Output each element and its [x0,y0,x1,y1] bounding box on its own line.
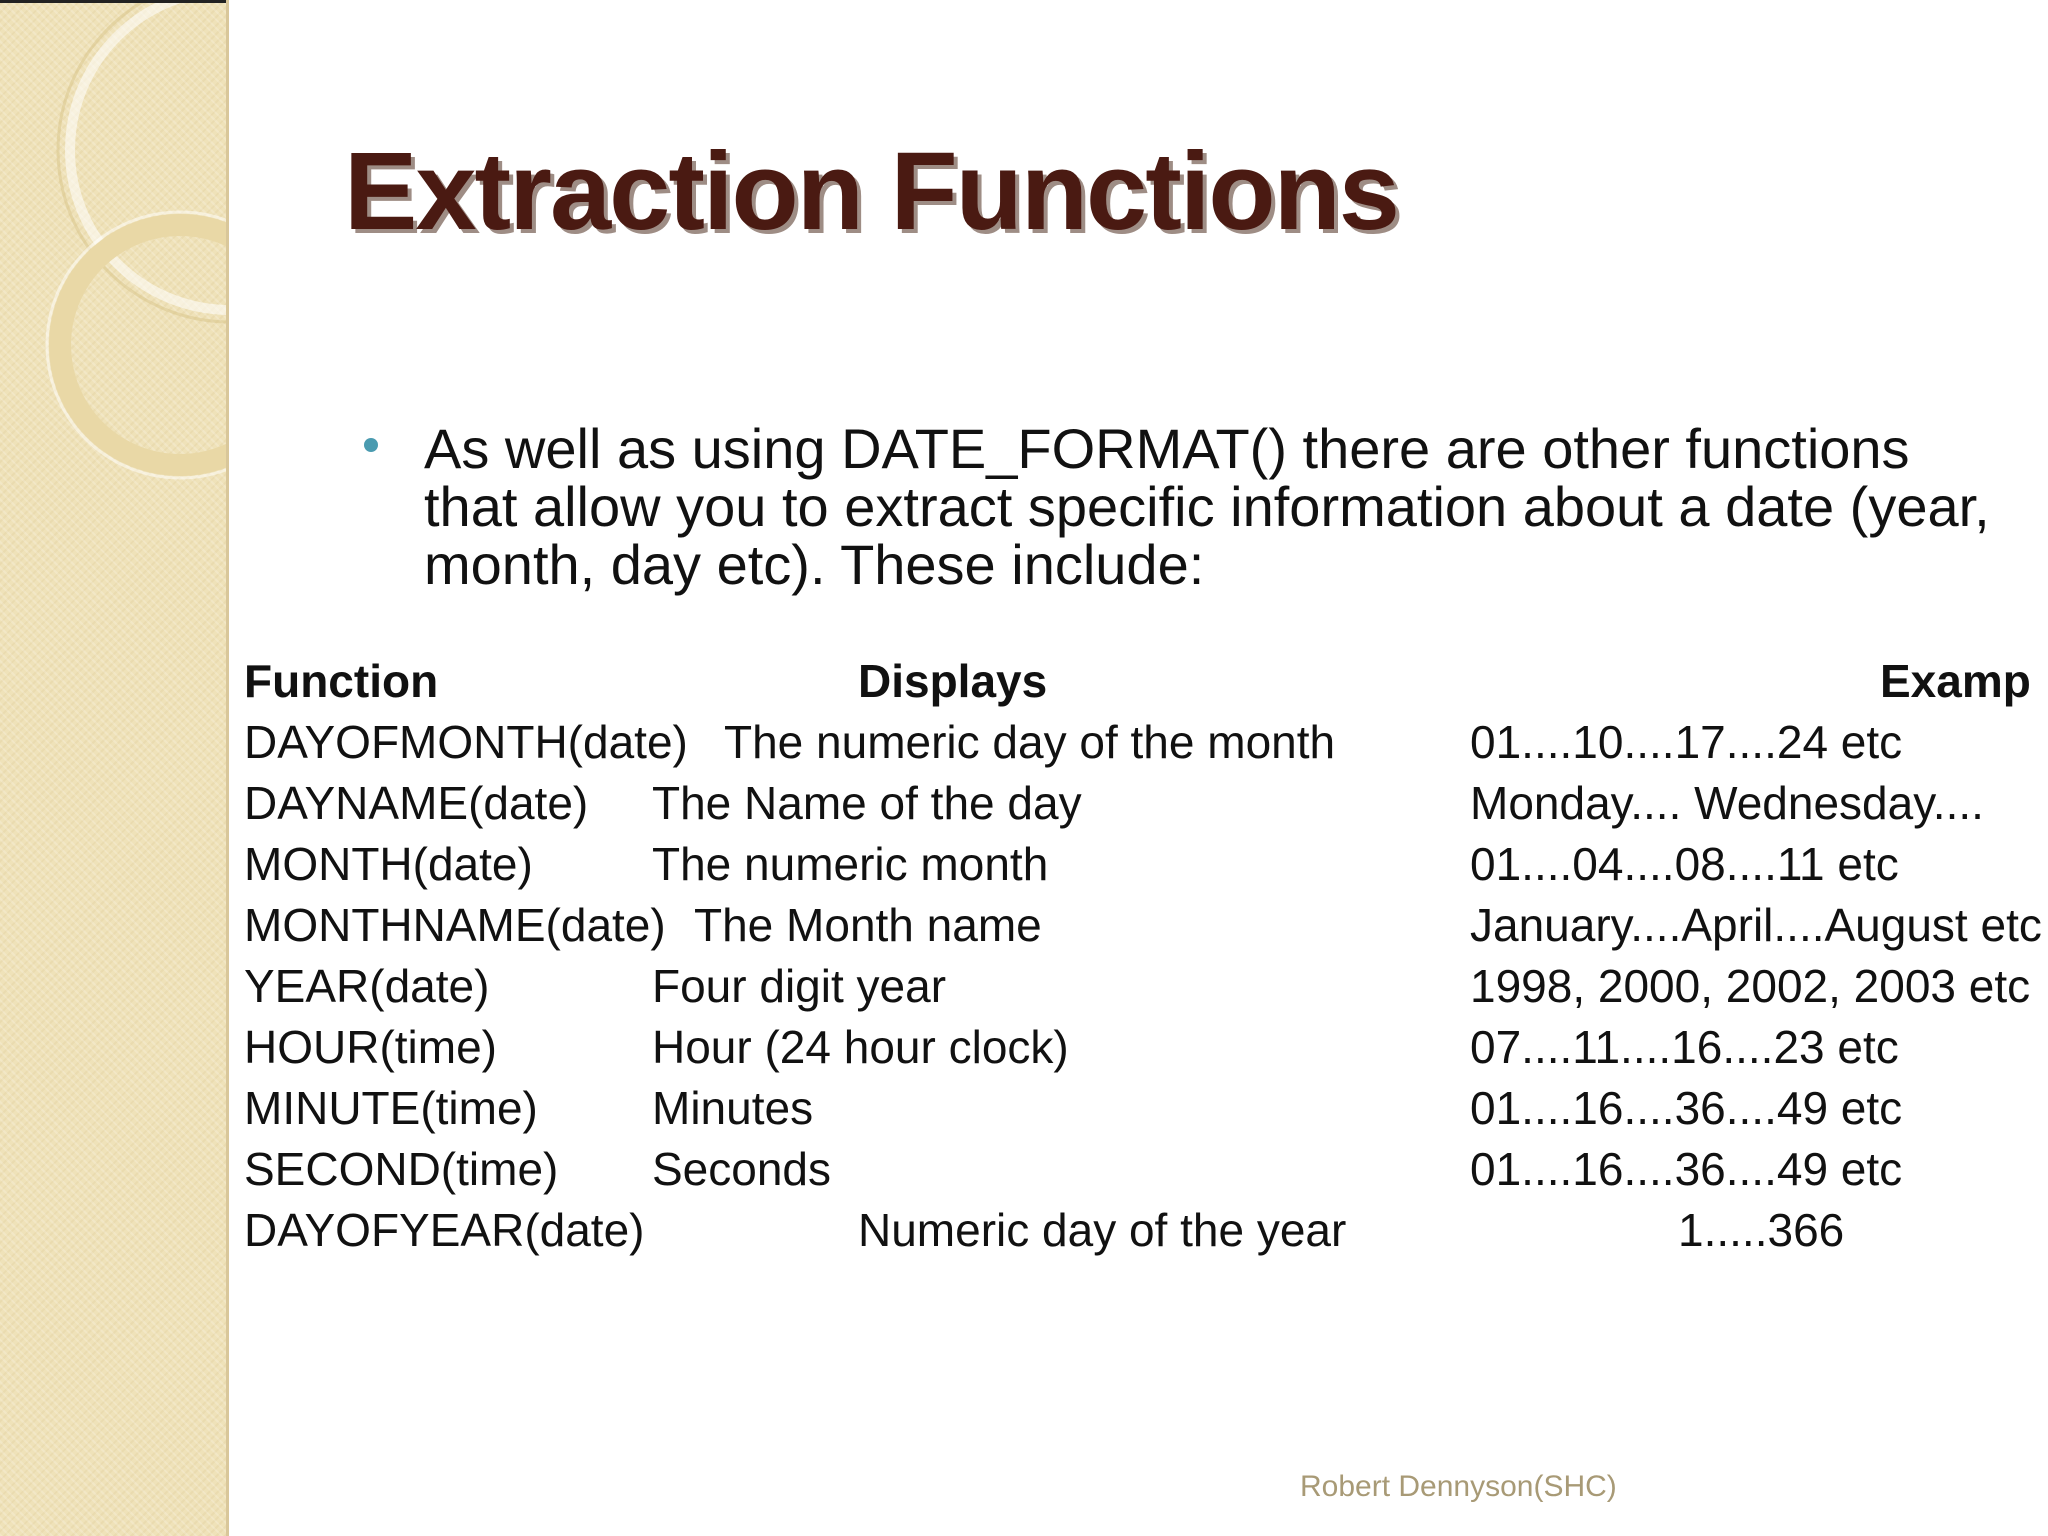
header-displays: Displays [858,655,1048,707]
slide-title: Extraction Functions [344,130,1398,253]
displays-cell: Four digit year [652,960,947,1012]
table-row [244,959,2048,1020]
displays-cell: The numeric month [652,838,1049,890]
decorative-sidebar [0,0,226,1536]
function-cell: DAYOFYEAR(date) [244,1204,645,1256]
table-row [244,776,2048,837]
displays-cell: The numeric day of the month [724,716,1336,768]
function-cell: MINUTE(time) [244,1082,538,1134]
function-cell: MONTHNAME(date) [244,899,666,951]
function-cell: DAYOFMONTH(date) [244,716,688,768]
displays-cell: The Name of the day [652,777,1082,829]
bullet-dot-icon [364,438,378,452]
functions-table [244,654,2048,1264]
sidebar-divider [226,0,229,1536]
example-cell: January....April....August etc [1470,899,2042,951]
table-row [244,1203,2048,1264]
top-edge-line [0,0,226,3]
table-row [244,898,2048,959]
example-cell: 01....16....36....49 etc [1470,1143,1903,1195]
header-example: Examp [1880,655,2031,707]
displays-cell: Seconds [652,1143,832,1195]
table-row [244,1020,2048,1081]
displays-cell: Minutes [652,1082,814,1134]
displays-cell: The Month name [694,899,1042,951]
table-row [244,837,2048,898]
example-cell: 01....16....36....49 etc [1470,1082,1903,1134]
decorative-rings [0,0,226,520]
example-cell: 01....10....17....24 etc [1470,716,1903,768]
function-cell: MONTH(date) [244,838,533,890]
displays-cell: Numeric day of the year [858,1204,1347,1256]
example-cell: Monday.... Wednesday.... [1470,777,1984,829]
table-row [244,715,2048,776]
function-cell: SECOND(time) [244,1143,559,1195]
function-cell: DAYNAME(date) [244,777,589,829]
table-row [244,1142,2048,1203]
example-cell: 07....11....16....23 etc [1470,1021,1899,1073]
example-cell: 1998, 2000, 2002, 2003 etc [1470,960,2031,1012]
table-row [244,1081,2048,1142]
function-cell: HOUR(time) [244,1021,497,1073]
example-cell: 1.....366 [1678,1204,1845,1256]
displays-cell: Hour (24 hour clock) [652,1021,1069,1073]
footer-author: Robert Dennyson(SHC) [1300,1470,1617,1503]
function-cell: YEAR(date) [244,960,490,1012]
intro-bullet [360,417,2000,596]
table-header-row [244,654,2048,715]
intro-text: As well as using DATE_FORMAT() there are other functions that allow you to extract specific information about a date (year, month, day etc). These include: [424,417,1990,596]
example-cell: 01....04....08....11 etc [1470,838,1899,890]
header-function: Function [244,655,439,707]
